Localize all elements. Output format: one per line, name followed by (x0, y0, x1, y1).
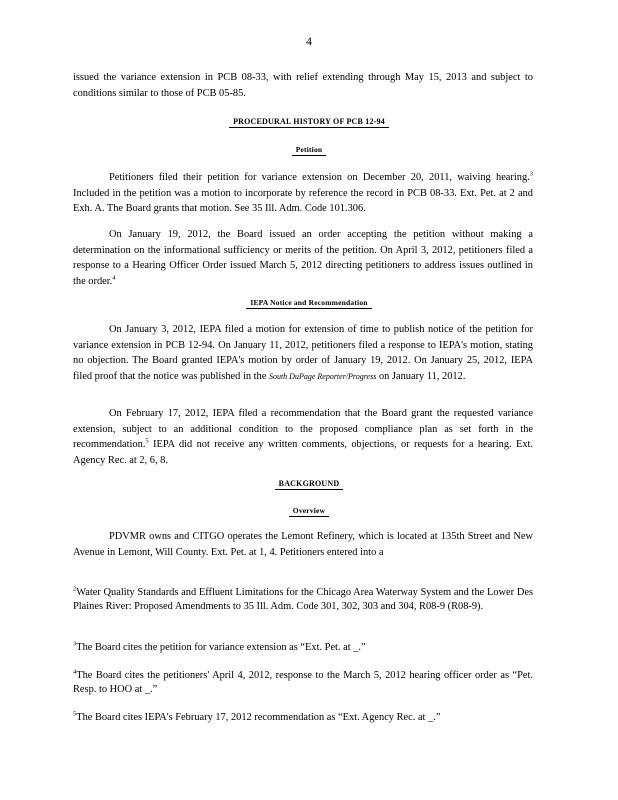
intro-paragraph: issued the variance extension in PCB 08-33, with relief extending through May 15, 2013 and subject to conditions similar to those of PCB 05-85. (73, 72, 533, 99)
footnote-ref-5[interactable]: 5 (145, 437, 149, 445)
footnote-3: $^3$The Board cites the petition for variance extension as “Ext. Pet. at _.” (73, 640, 366, 653)
footnote-4: $^4$The Board cites the petitioners' April 4, 2012, response to the March 5, 2012 hearing officer order as “Pet. Resp. to HOO at _.” (73, 668, 533, 695)
iepa-paragraph-1: On January 3, 2012, IEPA filed a motion for extension of time to publish notice of the petition for variance extension in PCB 12-94. On January 11, 2012, petitioners filed a response to IEPA's motion, stating no objection. The Board granted IEPA's motion by order of January 19, 2012. On January 25, 2012, IEPA filed proof that the notice was published in the South DuPage Reporter/Progress on January 11, 2012. (73, 324, 533, 382)
background-heading: BACKGROUND (0, 479, 618, 488)
page-number: 4 (306, 34, 312, 48)
newspaper-name: South DuPage Reporter/Progress (268, 371, 377, 381)
iepa-subheading: IEPA Notice and Recommendation (0, 298, 618, 307)
procedural-history-heading: PROCEDURAL HISTORY OF PCB 12-94 (0, 117, 618, 126)
iepa-paragraph-2: On February 17, 2012, IEPA filed a recommendation that the Board grant the requested variance extension, subject to an additional condition to the proposed compliance plan as set forth in the recommendation.$^5$ IEPA did not receive any written comments, objections, or requests for a hearing. Ext. Agency Rec. at 2, 6, 8. (73, 408, 533, 466)
footnote-2: $^2$Water Quality Standards and Effluent Limitations for the Chicago Area Waterway System and the Lower Des Plaines River: Proposed Amendments to 35 Ill. Adm. Code 301, 302, 303 and 304, R08-9 (R08-9). (73, 585, 533, 612)
petition-subheading: Petition (0, 145, 618, 154)
footnote-ref-4[interactable]: 4 (112, 274, 116, 282)
overview-subheading: Overview (0, 506, 618, 515)
overview-paragraph-1: PDVMR owns and CITGO operates the Lemont Refinery, which is located at 135th Street and New Avenue in Lemont, Will County. Ext. Pet. at 1, 4. Petitioners entered into a (73, 531, 533, 558)
petition-paragraph-2: On January 19, 2012, the Board issued an order accepting the petition without making a determination on the informational sufficiency or merits of the petition. On April 3, 2012, petitioners filed a response to a Hearing Officer Order issued March 5, 2012 directing petitioners to address issues outlined in the order.$^4$ (73, 229, 533, 287)
petition-paragraph-1: Petitioners filed their petition for variance extension on December 20, 2011, waiving hearing.$^3$ Included in the petition was a motion to incorporate by reference the record in PCB 08-33. Ext. Pet. at 2 and Exh. A. The Board grants that motion. See 35 Ill. Adm. Code 101.306. (73, 170, 533, 214)
footnote-ref-3[interactable]: 3 (529, 170, 533, 178)
footnote-5: $^5$The Board cites IEPA's February 17, 2012 recommendation as “Ext. Agency Rec. at _.” (73, 710, 441, 723)
